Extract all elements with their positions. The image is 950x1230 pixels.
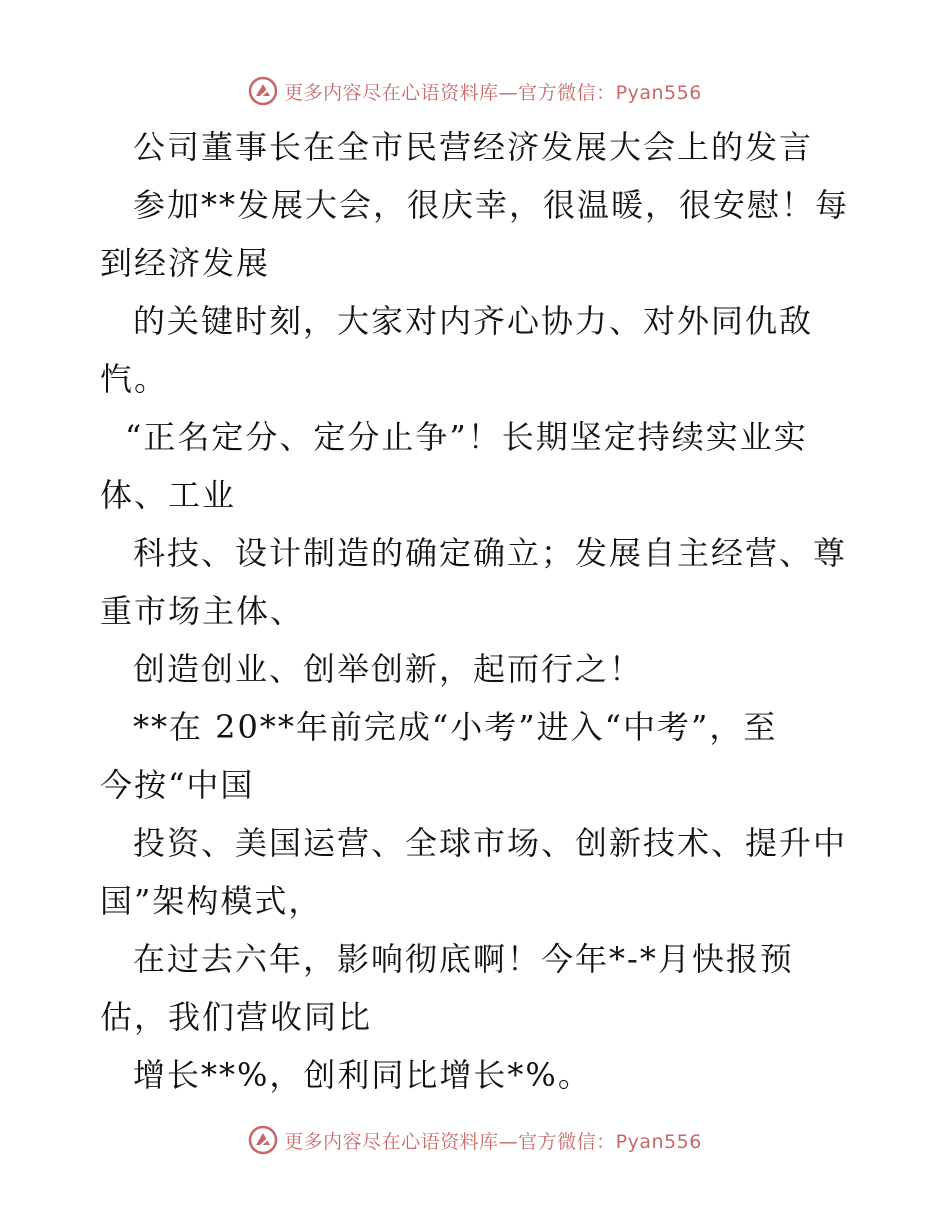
text-line: 体、工业	[100, 476, 237, 514]
text-line: 到经济发展	[100, 244, 271, 282]
document-title: 公司董事长在全市民营经济发展大会上的发言	[133, 128, 814, 166]
text-line: 的关键时刻，大家对内齐心协力、对外同仇敌	[133, 302, 814, 340]
text-line: “正名定分、定分止争”！长期坚定持续实业实	[125, 418, 808, 456]
text-line: 参加**发展大会，很庆幸，很温暖，很安慰！每	[133, 186, 850, 224]
text-line: **在 20**年前完成“小考”进入“中考”，至	[133, 708, 778, 746]
text-line: 忾。	[100, 360, 169, 398]
footer-banner	[0, 1120, 950, 1160]
text-line: 今按“中国	[100, 766, 255, 804]
text-line: 投资、美国运营、全球市场、创新技术、提升中	[133, 824, 848, 862]
text-line: 创造创业、创举创新，起而行之！	[133, 650, 644, 688]
logo-icon	[248, 76, 278, 106]
text-line: 重市场主体、	[100, 592, 305, 630]
banner-text: 更多内容尽在心语资料库—官方微信：Pyan556	[284, 81, 702, 104]
text-line: 国”架构模式，	[100, 882, 323, 920]
text-line: 在过去六年，影响彻底啊！今年*-*月快报预	[133, 940, 794, 978]
text-line: 增长**%，创利同比增长*%。	[133, 1056, 592, 1094]
text-line: 估，我们营收同比	[100, 998, 373, 1036]
banner-text: 更多内容尽在心语资料库—官方微信：Pyan556	[284, 1130, 702, 1153]
logo-icon	[248, 1125, 278, 1155]
header-banner	[0, 71, 950, 111]
text-line: 科技、设计制造的确定确立；发展自主经营、尊	[133, 534, 848, 572]
